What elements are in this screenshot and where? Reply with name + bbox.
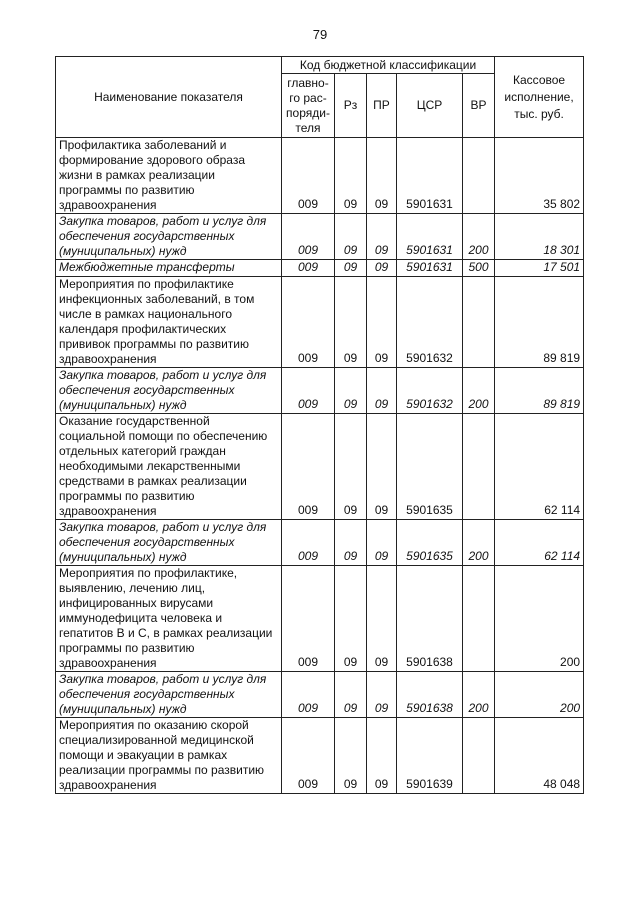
row-name: Профилактика заболеваний и формирование здорового образа жизни в рамках реализации программы по развитию здравоохранения [56, 138, 282, 214]
header-pr: ПР [367, 74, 397, 138]
table-row [56, 214, 584, 260]
row-name: Мероприятия по профилактике инфекционных заболеваний, в том числе в рамках национального календаря профилактических прививок программы по развитию здравоохранения [56, 277, 282, 368]
row-vr: 200 [463, 214, 495, 260]
row-csr: 5901638 [397, 672, 463, 718]
row-vr: 200 [463, 672, 495, 718]
table-row [56, 260, 584, 277]
table-row [56, 718, 584, 794]
table-row [56, 414, 584, 520]
header-name: Наименование показателя [56, 57, 282, 138]
row-amount: 17 501 [495, 260, 584, 277]
row-glavno: 009 [282, 718, 335, 794]
row-amount: 62 114 [495, 520, 584, 566]
row-name: Мероприятия по профилактике, выявлению, лечению лиц, инфицированных вирусами иммунодефицита человека и гепатитов В и С, в рамках реализации программы по развитию здравоохранения [56, 566, 282, 672]
row-rz: 09 [335, 566, 367, 672]
row-vr [463, 718, 495, 794]
header-cash-execution: Кассовое исполнение, тыс. руб. [495, 57, 584, 138]
row-amount: 200 [495, 672, 584, 718]
header-classification-code: Код бюджетной классификации [282, 57, 495, 74]
row-name: Межбюджетные трансферты [56, 260, 282, 277]
row-csr: 5901638 [397, 566, 463, 672]
row-glavno: 009 [282, 277, 335, 368]
row-csr: 5901631 [397, 260, 463, 277]
row-rz: 09 [335, 368, 367, 414]
row-csr: 5901635 [397, 414, 463, 520]
header-vr: ВР [463, 74, 495, 138]
row-amount: 35 802 [495, 138, 584, 214]
row-glavno: 009 [282, 368, 335, 414]
table-body [56, 138, 584, 794]
row-amount: 200 [495, 566, 584, 672]
row-name: Оказание государственной социальной помощи по обеспечению отдельных категорий граждан необходимыми лекарственными средствами в рамках реализации программы по развитию здравоохранения [56, 414, 282, 520]
row-rz: 09 [335, 260, 367, 277]
row-vr: 500 [463, 260, 495, 277]
row-vr: 200 [463, 520, 495, 566]
row-name: Закупка товаров, работ и услуг для обеспечения государственных (муниципальных) нужд [56, 672, 282, 718]
budget-table [55, 56, 584, 794]
row-pr: 09 [367, 138, 397, 214]
row-rz: 09 [335, 672, 367, 718]
row-pr: 09 [367, 718, 397, 794]
row-amount: 18 301 [495, 214, 584, 260]
row-glavno: 009 [282, 566, 335, 672]
row-amount: 89 819 [495, 368, 584, 414]
table-header [56, 57, 584, 138]
row-csr: 5901632 [397, 368, 463, 414]
table-row [56, 138, 584, 214]
row-pr: 09 [367, 520, 397, 566]
row-glavno: 009 [282, 414, 335, 520]
table-row [56, 672, 584, 718]
header-csr: ЦСР [397, 74, 463, 138]
row-csr: 5901631 [397, 138, 463, 214]
row-rz: 09 [335, 277, 367, 368]
header-glavno: главно-го рас-поряди-теля [282, 74, 335, 138]
table-row [56, 368, 584, 414]
row-rz: 09 [335, 520, 367, 566]
row-name: Закупка товаров, работ и услуг для обеспечения государственных (муниципальных) нужд [56, 214, 282, 260]
row-csr: 5901635 [397, 520, 463, 566]
row-vr [463, 138, 495, 214]
row-name: Мероприятия по оказанию скорой специализированной медицинской помощи и эвакуации в рамках реализации программы по развитию здравоохранения [56, 718, 282, 794]
row-vr [463, 414, 495, 520]
row-rz: 09 [335, 214, 367, 260]
row-pr: 09 [367, 414, 397, 520]
row-vr: 200 [463, 368, 495, 414]
row-amount: 62 114 [495, 414, 584, 520]
row-csr: 5901631 [397, 214, 463, 260]
row-amount: 89 819 [495, 277, 584, 368]
row-pr: 09 [367, 277, 397, 368]
row-rz: 09 [335, 414, 367, 520]
row-pr: 09 [367, 260, 397, 277]
row-glavno: 009 [282, 214, 335, 260]
row-pr: 09 [367, 214, 397, 260]
row-pr: 09 [367, 566, 397, 672]
row-glavno: 009 [282, 138, 335, 214]
row-csr: 5901632 [397, 277, 463, 368]
row-glavno: 009 [282, 260, 335, 277]
row-pr: 09 [367, 672, 397, 718]
row-vr [463, 566, 495, 672]
row-amount: 48 048 [495, 718, 584, 794]
row-csr: 5901639 [397, 718, 463, 794]
row-rz: 09 [335, 138, 367, 214]
table-row [56, 277, 584, 368]
row-pr: 09 [367, 368, 397, 414]
row-vr [463, 277, 495, 368]
table-row [56, 566, 584, 672]
row-rz: 09 [335, 718, 367, 794]
header-rz: Рз [335, 74, 367, 138]
table-row [56, 520, 584, 566]
page-number: 79 [312, 27, 328, 42]
row-name: Закупка товаров, работ и услуг для обеспечения государственных (муниципальных) нужд [56, 520, 282, 566]
row-name: Закупка товаров, работ и услуг для обеспечения государственных (муниципальных) нужд [56, 368, 282, 414]
row-glavno: 009 [282, 672, 335, 718]
row-glavno: 009 [282, 520, 335, 566]
